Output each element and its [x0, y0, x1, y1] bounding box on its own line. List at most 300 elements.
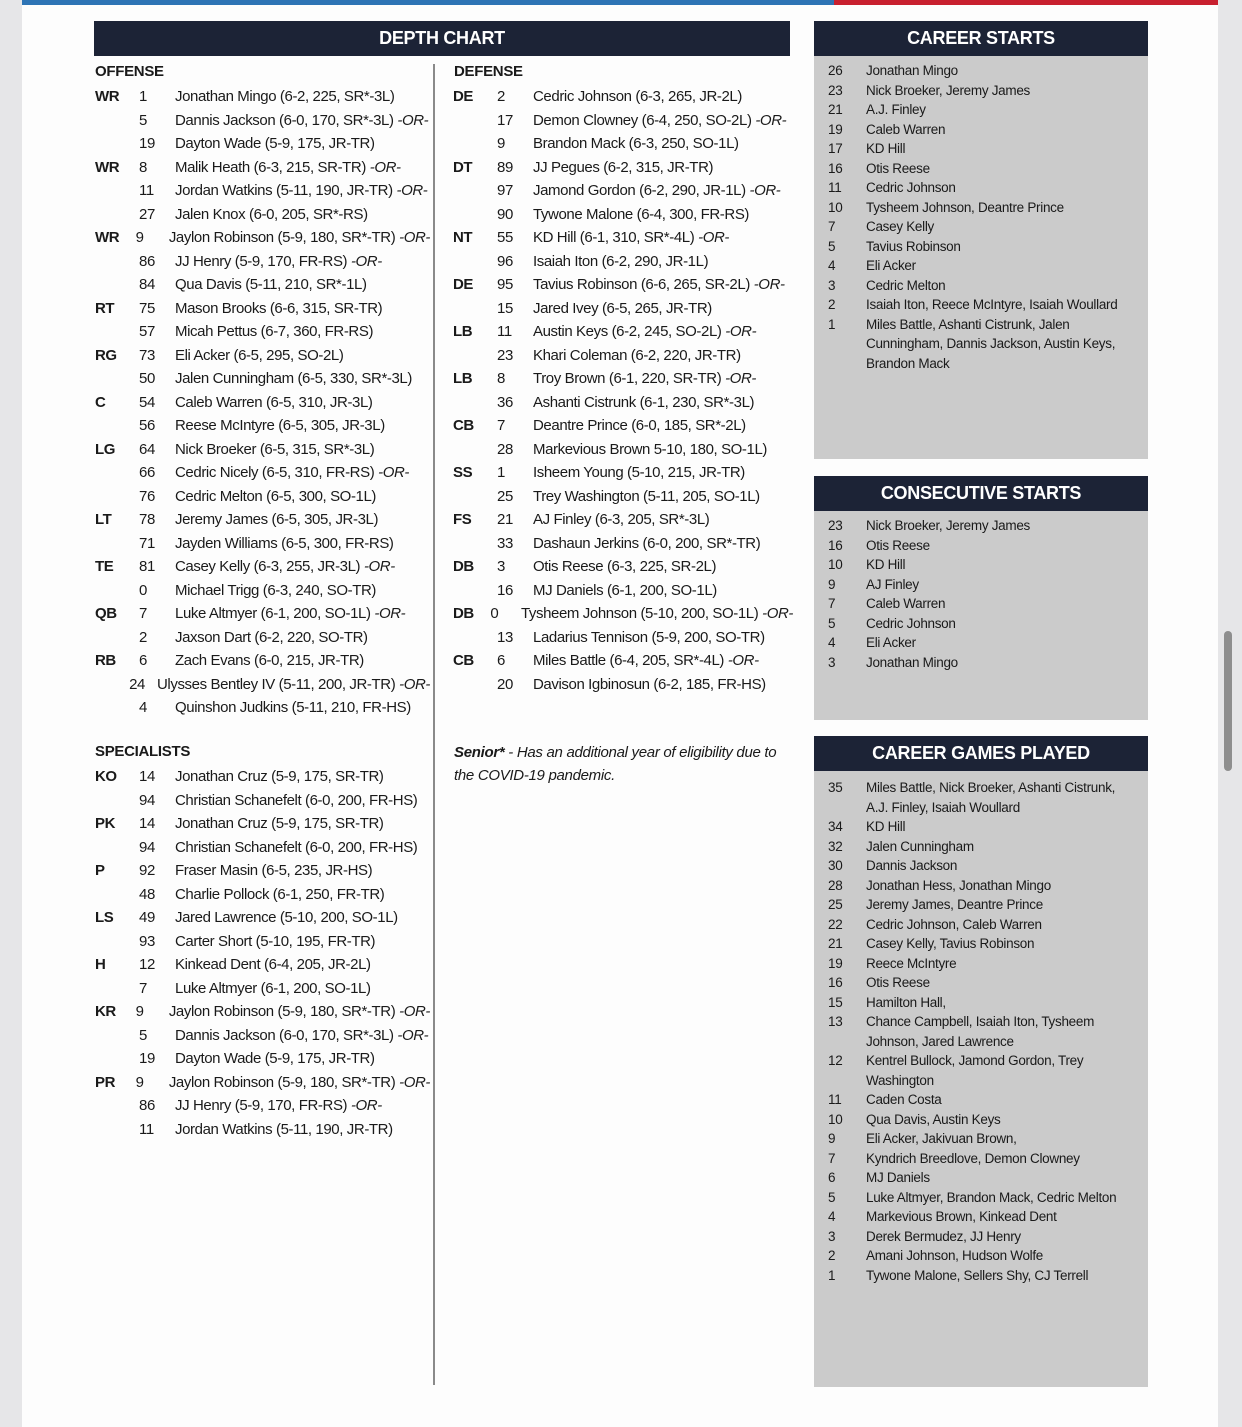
- player-name: Tywone Malone (6-4, 300, FR-RS): [533, 205, 750, 223]
- player-name: Jalen Cunningham (6-5, 330, SR*-3L): [175, 370, 412, 387]
- position-label: [95, 883, 139, 907]
- roster-row: [95, 1094, 430, 1118]
- roster-row: [95, 1000, 430, 1024]
- player-name: Jonathan Cruz (5-9, 175, SR-TR): [175, 768, 384, 785]
- consecutive-starts-panel: [814, 476, 1148, 720]
- jersey-number: 76: [139, 487, 155, 505]
- player-name: Kinkead Dent (6-4, 205, JR-2L): [175, 956, 371, 973]
- roster-row: [95, 953, 430, 977]
- or-marker: -OR-: [725, 323, 757, 340]
- jersey-number: 0: [490, 605, 499, 622]
- player-name: Isheem Young (5-10, 215, JR-TR): [533, 464, 745, 481]
- position-label: [95, 1024, 139, 1048]
- position-label: DE: [453, 88, 474, 105]
- player-info: [175, 132, 430, 156]
- position-label: [95, 930, 139, 954]
- jersey-number: 75: [139, 299, 155, 317]
- player-name: Jared Lawrence (5-10, 200, SO-1L): [175, 909, 398, 926]
- or-marker: -OR-: [753, 276, 785, 293]
- position-label: FS: [453, 511, 472, 528]
- position-label: WR: [95, 88, 120, 105]
- jersey-number: 8: [139, 158, 147, 176]
- jersey-number: 9: [497, 135, 505, 152]
- position-label: NT: [453, 229, 473, 246]
- position-label: RT: [95, 299, 115, 317]
- position-label: LG: [95, 440, 116, 458]
- player-info: [533, 203, 793, 227]
- jersey-number: 6: [497, 652, 505, 669]
- player-info: [533, 461, 793, 485]
- roster-row: [453, 579, 793, 603]
- player-name: Ulysses Bentley IV (5-11, 200, JR-TR): [156, 675, 396, 693]
- roster-row: [453, 649, 793, 673]
- stat-row: [828, 856, 1148, 876]
- jersey-number: 86: [139, 1097, 155, 1114]
- position-label: [453, 485, 497, 509]
- player-info: [533, 179, 793, 203]
- or-marker: -OR-: [397, 111, 429, 129]
- player-name: Cedric Nicely (6-5, 310, FR-RS): [175, 464, 375, 481]
- stat-row: [828, 954, 1148, 974]
- jersey-number: 1: [497, 464, 505, 481]
- jersey-number: 7: [139, 979, 147, 997]
- player-info: [533, 367, 793, 391]
- roster-row: [453, 132, 793, 156]
- stat-count: 4: [828, 635, 836, 650]
- jersey-number: 25: [497, 487, 513, 505]
- roster-row: [453, 250, 793, 274]
- jersey-number: 14: [139, 768, 155, 785]
- jersey-number: 95: [497, 276, 513, 293]
- player-info: [521, 602, 793, 626]
- player-info: [175, 179, 430, 203]
- player-name: Dashaun Jerkins (6-0, 200, SR*-TR): [533, 534, 761, 552]
- footnote-text: - Has an additional year of eligibility due to the COVID-19 pandemic.: [454, 744, 777, 784]
- player-name: Quinshon Judkins (5-11, 210, FR-HS): [175, 699, 411, 716]
- player-name: JJ Pegues (6-2, 315, JR-TR): [533, 158, 714, 176]
- player-name: Jordan Watkins (5-11, 190, JR-TR): [175, 182, 393, 199]
- player-name: Jayden Williams (6-5, 300, FR-RS): [175, 534, 394, 552]
- position-label: [95, 1094, 139, 1118]
- stat-players: Caleb Warren: [866, 596, 946, 611]
- player-info: [175, 1047, 430, 1071]
- position-label: P: [95, 862, 105, 879]
- stat-count: 22: [828, 916, 843, 932]
- roster-row: [453, 438, 793, 462]
- jersey-number: 96: [497, 252, 513, 270]
- player-info: [175, 320, 430, 344]
- player-name: Carter Short (5-10, 195, FR-TR): [175, 932, 376, 950]
- position-label: [95, 367, 139, 391]
- stat-row: [828, 993, 1148, 1013]
- player-info: [533, 532, 793, 556]
- roster-row: [95, 555, 430, 579]
- player-name: Cedric Johnson (6-3, 265, JR-2L): [533, 88, 742, 105]
- jersey-number: 13: [497, 628, 513, 646]
- player-info: [175, 391, 430, 415]
- stat-row: [828, 1129, 1148, 1149]
- roster-row: [453, 461, 793, 485]
- stat-players: Dannis Jackson: [866, 858, 958, 873]
- player-name: Tysheem Johnson (5-10, 200, SO-1L): [520, 605, 759, 622]
- player-info: [175, 297, 430, 321]
- player-info: [175, 789, 430, 813]
- stat-players: Kentrel Bullock, Jamond Gordon, Trey Washington: [866, 1053, 1084, 1088]
- stat-players: KD Hill: [866, 819, 906, 834]
- stat-players: Isaiah Iton, Reece McIntyre, Isaiah Woullard: [866, 297, 1118, 312]
- stat-row: [828, 575, 1148, 595]
- roster-row: [95, 836, 430, 860]
- stat-row: [828, 915, 1148, 935]
- roster-row: [95, 273, 430, 297]
- jersey-number: 73: [139, 346, 155, 364]
- or-marker: -OR-: [350, 1097, 382, 1114]
- player-info: [175, 579, 430, 603]
- stat-count: 15: [828, 994, 843, 1010]
- player-name: Jonathan Mingo (6-2, 225, SR*-3L): [175, 88, 395, 105]
- roster-row: [453, 85, 793, 109]
- player-info: [175, 649, 430, 673]
- player-info: [157, 673, 430, 697]
- stat-count: 23: [828, 518, 843, 533]
- player-name: Jamond Gordon (6-2, 290, JR-1L): [533, 182, 746, 199]
- position-label: KO: [95, 768, 117, 785]
- player-name: Jaylon Robinson (5-9, 180, SR*-TR): [168, 1003, 396, 1020]
- player-info: [175, 273, 430, 297]
- roster-row: [453, 602, 793, 626]
- player-info: [175, 602, 430, 626]
- player-name: Micah Pettus (6-7, 360, FR-RS): [175, 323, 374, 340]
- player-name: Otis Reese (6-3, 225, SR-2L): [533, 558, 717, 575]
- stat-players: Jonathan Hess, Jonathan Mingo: [866, 877, 1051, 893]
- roster-row: [95, 602, 430, 626]
- stat-row: [828, 100, 1148, 120]
- player-name: Dannis Jackson (6-0, 170, SR*-3L): [175, 111, 394, 129]
- player-name: Davison Igbinosun (6-2, 185, FR-HS): [533, 675, 766, 693]
- stat-row: [828, 1246, 1148, 1266]
- player-name: Troy Brown (6-1, 220, SR-TR): [533, 370, 722, 387]
- offense-heading: OFFENSE: [95, 63, 164, 80]
- depth-chart-title: DEPTH CHART: [94, 21, 790, 56]
- footnote-label: Senior*: [454, 744, 505, 761]
- player-info: [175, 156, 430, 180]
- stat-count: 5: [828, 615, 836, 631]
- position-label: TE: [95, 558, 114, 575]
- jersey-number: 97: [497, 182, 513, 199]
- stat-count: 25: [828, 897, 843, 912]
- jersey-number: 55: [497, 229, 513, 246]
- career-games-title: CAREER GAMES PLAYED: [814, 736, 1148, 771]
- stat-players: Caleb Warren: [866, 121, 946, 137]
- stat-count: 6: [828, 1170, 836, 1185]
- stat-count: 16: [828, 160, 843, 176]
- player-info: [175, 367, 430, 391]
- player-name: KD Hill (6-1, 310, SR*-4L): [533, 229, 695, 246]
- stat-players: Cedric Johnson, Caleb Warren: [866, 916, 1042, 932]
- stat-row: [828, 934, 1148, 954]
- position-label: [453, 297, 497, 321]
- jersey-number: 2: [139, 628, 147, 646]
- or-marker: -OR-: [725, 370, 756, 387]
- stat-players: Eli Acker: [866, 635, 916, 650]
- position-label: [95, 132, 139, 156]
- stat-row: [828, 1227, 1148, 1247]
- roster-row: [453, 391, 793, 415]
- roster-row: [453, 367, 793, 391]
- player-info: [533, 414, 793, 438]
- position-label: H: [95, 956, 106, 973]
- stat-count: 7: [828, 219, 836, 234]
- position-label: QB: [95, 605, 117, 622]
- position-label: [95, 789, 139, 813]
- player-info: [533, 508, 793, 532]
- player-info: [175, 1094, 430, 1118]
- specialists-heading: SPECIALISTS: [95, 743, 191, 760]
- jersey-number: 11: [139, 182, 154, 199]
- stat-count: 2: [828, 297, 836, 312]
- stat-players: Otis Reese: [866, 537, 930, 553]
- position-label: [95, 461, 139, 485]
- or-marker: -OR-: [378, 464, 409, 481]
- stat-row: [828, 1090, 1148, 1110]
- jersey-number: 17: [497, 111, 513, 129]
- roster-row: [453, 320, 793, 344]
- stat-row: [828, 1168, 1148, 1188]
- stat-count: 21: [828, 102, 843, 117]
- stat-count: 16: [828, 537, 843, 553]
- stat-count: 5: [828, 238, 836, 254]
- player-info: [533, 485, 793, 509]
- defense-roster: [453, 85, 793, 696]
- roster-row: [453, 673, 793, 697]
- stat-count: 3: [828, 277, 836, 293]
- roster-row: [95, 156, 430, 180]
- jersey-number: 94: [139, 838, 155, 856]
- stat-players: Cedric Melton: [866, 277, 946, 293]
- player-info: [175, 859, 430, 883]
- position-label: PK: [95, 815, 116, 832]
- position-label: [95, 836, 139, 860]
- roster-row: [453, 532, 793, 556]
- roster-row: [95, 883, 430, 907]
- roster-row: [95, 179, 430, 203]
- roster-row: [453, 414, 793, 438]
- stat-row: [828, 139, 1148, 159]
- stat-count: 5: [828, 1189, 836, 1205]
- stat-players: AJ Finley: [866, 576, 919, 592]
- player-info: [533, 250, 793, 274]
- stat-row: [828, 778, 1148, 817]
- jersey-number: 14: [139, 815, 155, 832]
- stat-row: [828, 61, 1148, 81]
- player-info: [175, 438, 430, 462]
- stat-count: 7: [828, 596, 836, 611]
- jersey-number: 90: [497, 205, 513, 223]
- position-label: [95, 673, 129, 697]
- stat-players: Derek Bermudez, JJ Henry: [866, 1228, 1021, 1244]
- player-info: [175, 414, 430, 438]
- roster-row: [95, 226, 430, 250]
- stat-row: [828, 256, 1148, 276]
- jersey-number: 81: [139, 558, 155, 575]
- stat-count: 35: [828, 780, 843, 795]
- stat-row: [828, 1266, 1148, 1286]
- roster-row: [95, 320, 430, 344]
- stat-count: 2: [828, 1248, 836, 1263]
- player-info: [533, 297, 793, 321]
- roster-row: [95, 1071, 430, 1095]
- player-name: Jared Ivey (6-5, 265, JR-TR): [533, 299, 712, 317]
- player-name: Austin Keys (6-2, 245, SO-2L): [533, 323, 722, 340]
- player-name: Tavius Robinson (6-6, 265, SR-2L): [533, 276, 750, 293]
- player-name: Demon Clowney (6-4, 250, SO-2L): [533, 111, 752, 129]
- roster-row: [95, 977, 430, 1001]
- player-info: [175, 344, 430, 368]
- position-label: [453, 344, 497, 368]
- player-name: Jaxson Dart (6-2, 220, SO-TR): [175, 628, 368, 646]
- stat-count: 9: [828, 1131, 836, 1146]
- or-marker: -OR-: [399, 1073, 430, 1091]
- or-marker: -OR-: [698, 229, 729, 246]
- jersey-number: 5: [139, 111, 147, 129]
- player-info: [533, 579, 793, 603]
- player-info: [175, 109, 430, 133]
- or-marker: -OR-: [396, 182, 428, 199]
- player-info: [169, 1000, 430, 1024]
- consecutive-starts-title: CONSECUTIVE STARTS: [814, 476, 1148, 511]
- career-games-list: [814, 771, 1148, 1285]
- stat-players: Tywone Malone, Sellers Shy, CJ Terrell: [866, 1267, 1089, 1283]
- position-label: LS: [95, 909, 114, 926]
- stat-row: [828, 837, 1148, 857]
- position-label: [95, 1118, 139, 1142]
- player-name: Jeremy James (6-5, 305, JR-3L): [175, 511, 379, 528]
- stat-count: 10: [828, 557, 843, 572]
- stat-players: Otis Reese: [866, 160, 930, 176]
- or-marker: -OR-: [397, 1026, 429, 1044]
- roster-row: [453, 226, 793, 250]
- stat-count: 13: [828, 1014, 843, 1029]
- player-info: [175, 626, 430, 650]
- roster-row: [453, 508, 793, 532]
- player-info: [175, 1118, 430, 1142]
- jersey-number: 50: [139, 370, 155, 387]
- stat-count: 10: [828, 1111, 843, 1127]
- or-marker: -OR-: [369, 158, 401, 176]
- stat-players: Qua Davis, Austin Keys: [866, 1111, 1001, 1127]
- stat-players: Chance Campbell, Isaiah Iton, Tysheem Johnson, Jared Lawrence: [866, 1014, 1095, 1049]
- position-label: WR: [95, 229, 120, 246]
- stat-players: Caden Costa: [866, 1092, 942, 1107]
- player-info: [175, 836, 430, 860]
- roster-row: [95, 85, 430, 109]
- position-label: [95, 485, 139, 509]
- player-name: Deantre Prince (6-0, 185, SR*-2L): [533, 417, 746, 434]
- stat-players: Nick Broeker, Jeremy James: [866, 518, 1030, 533]
- stat-count: 16: [828, 975, 843, 990]
- player-name: Dayton Wade (5-9, 175, JR-TR): [175, 1050, 375, 1067]
- stat-players: Miles Battle, Ashanti Cistrunk, Jalen Cunningham, Dannis Jackson, Austin Keys, Brandon Mack: [866, 316, 1116, 371]
- player-name: Fraser Masin (6-5, 235, JR-HS): [175, 862, 373, 879]
- jersey-number: 8: [497, 370, 505, 387]
- stat-players: KD Hill: [866, 141, 906, 156]
- stat-count: 19: [828, 955, 843, 971]
- jersey-number: 36: [497, 393, 513, 411]
- position-label: LB: [453, 323, 473, 340]
- jersey-number: 33: [497, 534, 513, 552]
- roster-row: [453, 344, 793, 368]
- stat-row: [828, 614, 1148, 634]
- stat-row: [828, 1149, 1148, 1169]
- stat-players: Luke Altmyer, Brandon Mack, Cedric Melton: [866, 1189, 1117, 1205]
- stat-count: 7: [828, 1150, 836, 1166]
- or-marker: -OR-: [749, 182, 781, 199]
- stat-count: 3: [828, 654, 836, 670]
- position-label: [95, 179, 139, 203]
- position-label: [95, 626, 139, 650]
- position-label: [95, 250, 139, 274]
- stat-players: Jalen Cunningham: [866, 838, 974, 854]
- stat-row: [828, 217, 1148, 237]
- jersey-number: 56: [139, 417, 155, 434]
- scrollbar-thumb[interactable]: [1224, 631, 1232, 771]
- jersey-number: 2: [497, 88, 505, 105]
- stat-row: [828, 594, 1148, 614]
- position-label: CB: [453, 417, 474, 434]
- player-name: Reese McIntyre (6-5, 305, JR-3L): [175, 417, 385, 434]
- jersey-number: 49: [139, 909, 155, 926]
- career-starts-panel: [814, 21, 1148, 459]
- position-label: [453, 179, 497, 203]
- position-label: [453, 250, 497, 274]
- jersey-number: 93: [139, 932, 155, 950]
- position-label: [453, 673, 497, 697]
- roster-row: [95, 132, 430, 156]
- player-info: [175, 930, 430, 954]
- jersey-number: 19: [139, 135, 155, 152]
- stat-count: 34: [828, 819, 843, 834]
- stat-players: Tysheem Johnson, Deantre Prince: [866, 199, 1064, 215]
- player-name: Luke Altmyer (6-1, 200, SO-1L): [175, 605, 371, 622]
- career-starts-title: CAREER STARTS: [814, 21, 1148, 56]
- jersey-number: 6: [139, 652, 147, 669]
- stat-count: 21: [828, 936, 843, 951]
- jersey-number: 57: [139, 323, 155, 340]
- player-name: Jaylon Robinson (5-9, 180, SR*-TR): [168, 1073, 396, 1091]
- player-name: Jaylon Robinson (5-9, 180, SR*-TR): [168, 229, 396, 246]
- position-label: [95, 977, 139, 1001]
- jersey-number: 7: [497, 417, 505, 434]
- stat-row: [828, 555, 1148, 575]
- player-name: Caleb Warren (6-5, 310, JR-3L): [175, 393, 373, 411]
- or-marker: -OR-: [363, 558, 395, 575]
- stat-players: Miles Battle, Nick Broeker, Ashanti Cistrunk, A.J. Finley, Isaiah Woullard: [866, 780, 1116, 815]
- stat-count: 10: [828, 199, 843, 215]
- position-label: [453, 438, 497, 462]
- roster-row: [95, 696, 430, 720]
- player-name: AJ Finley (6-3, 205, SR*-3L): [533, 511, 710, 528]
- jersey-number: 11: [497, 323, 512, 340]
- player-info: [175, 906, 430, 930]
- stat-players: MJ Daniels: [866, 1170, 930, 1185]
- player-name: Miles Battle (6-4, 205, SR*-4L): [533, 652, 725, 669]
- jersey-number: 12: [139, 956, 155, 973]
- player-info: [175, 85, 430, 109]
- stat-row: [828, 159, 1148, 179]
- stat-players: Tavius Robinson: [866, 238, 961, 254]
- roster-row: [95, 906, 430, 930]
- player-name: Dayton Wade (5-9, 175, JR-TR): [175, 135, 375, 152]
